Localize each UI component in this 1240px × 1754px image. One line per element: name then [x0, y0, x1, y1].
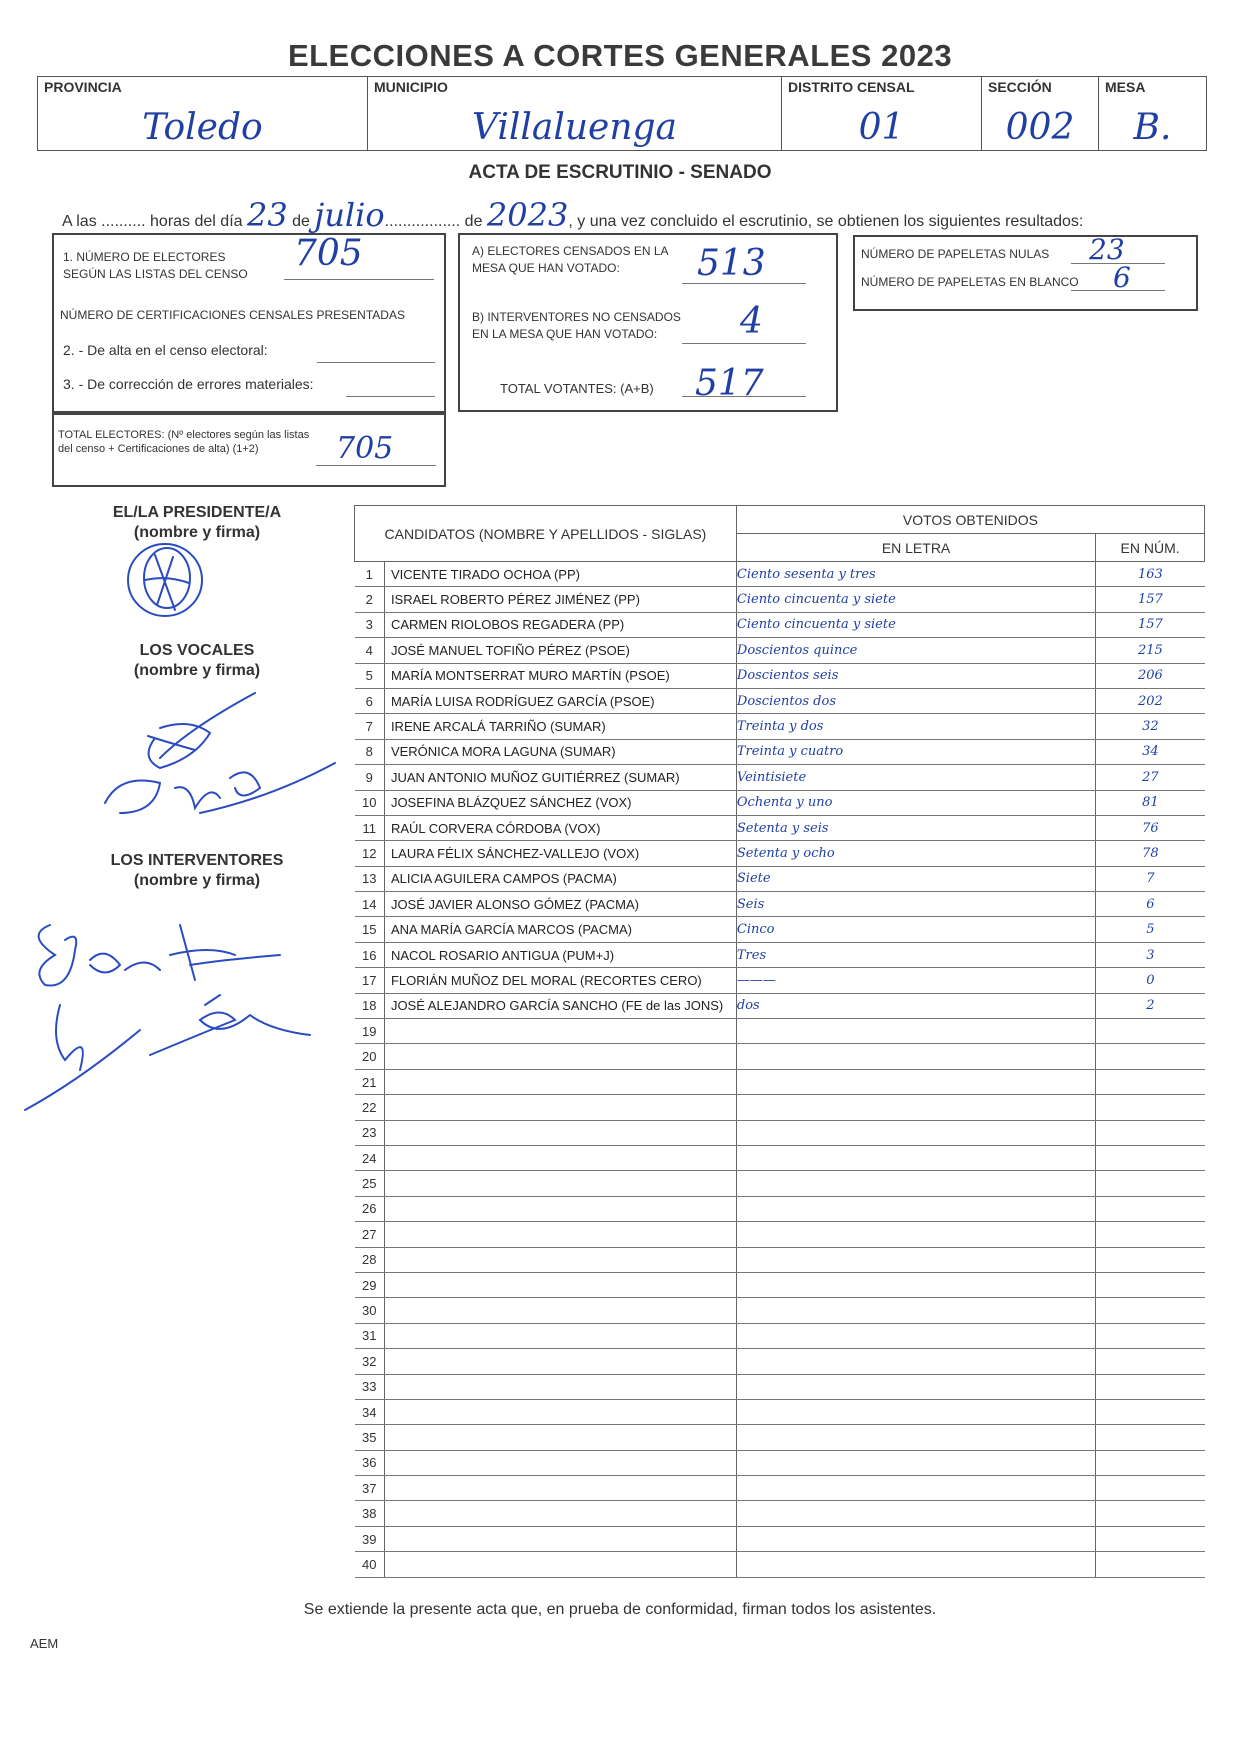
row-number: 29: [355, 1272, 385, 1297]
candidate-name: [384, 1272, 736, 1297]
row-number: 36: [355, 1450, 385, 1475]
votes-in-numbers[interactable]: [1096, 1069, 1205, 1094]
candidate-name: IRENE ARCALÁ TARRIÑO (SUMAR): [384, 714, 736, 739]
row-number: 11: [355, 815, 385, 840]
table-row: [355, 765, 1205, 790]
distrito-cell[interactable]: [782, 77, 982, 150]
row-number: 32: [355, 1349, 385, 1374]
votes-in-numbers[interactable]: 34: [1096, 739, 1205, 764]
row-number: 18: [355, 993, 385, 1018]
row-number: 7: [355, 714, 385, 739]
electores-value[interactable]: 705: [294, 233, 363, 274]
votes-in-numbers[interactable]: 157: [1096, 612, 1205, 637]
interventores-signature: [20, 910, 320, 1120]
candidate-name: NACOL ROSARIO ANTIGUA (PUM+J): [384, 942, 736, 967]
table-row: [355, 1272, 1205, 1297]
votes-in-letters[interactable]: Treinta y dos: [736, 714, 1095, 739]
table-row: [355, 892, 1205, 917]
table-row: [355, 1399, 1205, 1424]
table-row: [355, 917, 1205, 942]
alta-field[interactable]: [317, 362, 435, 363]
vocales-title: LOS VOCALES (nombre y firma): [133, 642, 261, 679]
presidente-title: EL/LA PRESIDENTE/A (nombre y firma): [112, 504, 282, 541]
table-row: [355, 1501, 1205, 1526]
row-number: 20: [355, 1044, 385, 1069]
row-number: 16: [355, 942, 385, 967]
votes-in-numbers[interactable]: [1096, 1145, 1205, 1170]
votes-in-numbers[interactable]: 215: [1096, 638, 1205, 663]
candidate-name: RAÚL CORVERA CÓRDOBA (VOX): [384, 815, 736, 840]
votes-in-numbers[interactable]: 163: [1096, 562, 1205, 587]
table-row: [355, 815, 1205, 840]
votes-in-letters[interactable]: [736, 1120, 1095, 1145]
mesa-value: B.: [1133, 107, 1172, 148]
votes-in-numbers[interactable]: [1096, 1526, 1205, 1551]
table-row: [355, 968, 1205, 993]
row-number: 9: [355, 765, 385, 790]
votes-in-numbers[interactable]: [1096, 1171, 1205, 1196]
total-votantes-value[interactable]: 517: [695, 363, 764, 404]
votes-in-letters[interactable]: Treinta y cuatro: [736, 739, 1095, 764]
row-number: 28: [355, 1247, 385, 1272]
votes-in-numbers[interactable]: [1096, 1501, 1205, 1526]
candidates-body: [355, 562, 1205, 1578]
votes-in-letters[interactable]: [736, 1095, 1095, 1120]
votes-in-numbers[interactable]: [1096, 1450, 1205, 1475]
candidate-name: ANA MARÍA GARCÍA MARCOS (PACMA): [384, 917, 736, 942]
votes-in-numbers[interactable]: [1096, 1298, 1205, 1323]
votes-in-letters[interactable]: Cinco: [736, 917, 1095, 942]
table-row: [355, 1349, 1205, 1374]
votes-in-numbers[interactable]: 32: [1096, 714, 1205, 739]
interventores-title: LOS INTERVENTORES (nombre y firma): [110, 852, 284, 889]
votes-in-numbers[interactable]: [1096, 1247, 1205, 1272]
votes-in-letters[interactable]: [736, 1552, 1095, 1577]
candidate-name: [384, 1425, 736, 1450]
votes-in-numbers[interactable]: [1096, 1196, 1205, 1221]
candidate-name: [384, 1374, 736, 1399]
row-number: 6: [355, 688, 385, 713]
votes-in-letters[interactable]: ———: [736, 968, 1095, 993]
electores-censados-value[interactable]: 513: [697, 243, 766, 284]
intro-text-3: ................. de: [384, 213, 487, 230]
location-header: [37, 76, 1207, 151]
row-number: 13: [355, 866, 385, 891]
votes-in-letters[interactable]: [736, 1044, 1095, 1069]
candidate-name: ALICIA AGUILERA CAMPOS (PACMA): [384, 866, 736, 891]
candidate-name: [384, 1501, 736, 1526]
votes-in-numbers[interactable]: 0: [1096, 968, 1205, 993]
votes-in-letters[interactable]: [736, 1247, 1095, 1272]
presidente-signature: [115, 535, 215, 625]
candidate-name: VICENTE TIRADO OCHOA (PP): [384, 562, 736, 587]
votes-in-numbers[interactable]: [1096, 1374, 1205, 1399]
votes-in-numbers[interactable]: [1096, 1095, 1205, 1120]
table-row: [355, 993, 1205, 1018]
table-row: [355, 1120, 1205, 1145]
row-number: 34: [355, 1399, 385, 1424]
table-row: [355, 1552, 1205, 1577]
row-number: 39: [355, 1526, 385, 1551]
candidate-name: VERÓNICA MORA LAGUNA (SUMAR): [384, 739, 736, 764]
alta-label: 2. - De alta en el censo electoral:: [63, 342, 268, 358]
papeletas-nulas-label: NÚMERO DE PAPELETAS NULAS: [861, 247, 1050, 261]
row-number: 25: [355, 1171, 385, 1196]
table-row: [355, 1019, 1205, 1044]
total-electores-label: TOTAL ELECTORES: (Nº electores según las listas del censo + Certificaciones de alta) (1+2): [58, 429, 310, 455]
votes-in-letters[interactable]: [736, 1450, 1095, 1475]
seccion-cell[interactable]: [982, 77, 1099, 150]
votes-in-numbers[interactable]: [1096, 1349, 1205, 1374]
votes-in-letters[interactable]: [736, 1323, 1095, 1348]
papeletas-blanco-label: NÚMERO DE PAPELETAS EN BLANCO: [861, 275, 1079, 289]
table-row: [355, 1145, 1205, 1170]
candidate-name: JUAN ANTONIO MUÑOZ GUITIÉRREZ (SUMAR): [384, 765, 736, 790]
candidate-name: [384, 1399, 736, 1424]
table-row: [355, 1171, 1205, 1196]
votes-in-letters[interactable]: [736, 1069, 1095, 1094]
votes-in-letters[interactable]: [736, 1476, 1095, 1501]
votes-in-letters[interactable]: Doscientos quince: [736, 638, 1095, 663]
interventores-no-censados-label: B) INTERVENTORES NO CENSADOS EN LA MESA QUE HAN VOTADO:: [472, 310, 681, 341]
table-row: [355, 612, 1205, 637]
table-row: [355, 1526, 1205, 1551]
votes-in-letters[interactable]: [736, 1145, 1095, 1170]
votes-in-letters[interactable]: Doscientos dos: [736, 688, 1095, 713]
votes-in-letters[interactable]: [736, 1222, 1095, 1247]
candidate-name: JOSÉ ALEJANDRO GARCÍA SANCHO (FE de las JONS): [384, 993, 736, 1018]
votes-in-numbers[interactable]: [1096, 1120, 1205, 1145]
candidate-name: [384, 1323, 736, 1348]
table-row: [355, 942, 1205, 967]
table-row: [355, 866, 1205, 891]
footer-text: Se extiende la presente acta que, en prueba de conformidad, firman todos los asistentes.: [303, 1601, 937, 1618]
table-row: [355, 1450, 1205, 1475]
votes-in-letters[interactable]: Ciento cincuenta y siete: [736, 587, 1095, 612]
candidate-name: CARMEN RIOLOBOS REGADERA (PP): [384, 612, 736, 637]
intro-day[interactable]: 23: [246, 196, 288, 234]
provincia-value: Toledo: [142, 107, 263, 148]
votes-in-letters[interactable]: [736, 1425, 1095, 1450]
votes-in-numbers[interactable]: 2: [1096, 993, 1205, 1018]
correccion-field[interactable]: [346, 396, 435, 397]
table-row: [355, 1069, 1205, 1094]
votes-in-numbers[interactable]: 157: [1096, 587, 1205, 612]
table-row: [355, 1044, 1205, 1069]
candidate-name: [384, 1526, 736, 1551]
intro-text-1: A las .......... horas del día: [62, 213, 247, 230]
vocales-signature: [100, 688, 340, 828]
row-number: 12: [355, 841, 385, 866]
votes-in-numbers[interactable]: [1096, 1019, 1205, 1044]
row-number: 27: [355, 1222, 385, 1247]
table-row: [355, 1247, 1205, 1272]
papeletas-box: [853, 235, 1198, 311]
correccion-label: 3. - De corrección de errores materiales:: [63, 376, 314, 392]
votes-in-numbers[interactable]: [1096, 1323, 1205, 1348]
candidate-name: [384, 1196, 736, 1221]
votes-in-numbers[interactable]: 3: [1096, 942, 1205, 967]
votes-in-letters[interactable]: [736, 1298, 1095, 1323]
table-row: [355, 714, 1205, 739]
votes-in-letters[interactable]: Siete: [736, 866, 1095, 891]
intro-year[interactable]: 2023: [486, 196, 569, 234]
row-number: 14: [355, 892, 385, 917]
col-candidatos-header: CANDIDATOS (NOMBRE Y APELLIDOS - SIGLAS): [355, 506, 737, 562]
electores-censados-label: A) ELECTORES CENSADOS EN LA MESA QUE HAN VOTADO:: [472, 244, 669, 275]
table-row: [355, 638, 1205, 663]
votes-in-letters[interactable]: Tres: [736, 942, 1095, 967]
candidate-name: [384, 1247, 736, 1272]
col-letra-header: EN LETRA: [736, 534, 1095, 562]
distrito-label: DISTRITO CENSAL: [788, 79, 915, 95]
total-electores-box: [52, 413, 446, 487]
table-row: [355, 587, 1205, 612]
candidate-name: [384, 1476, 736, 1501]
votes-in-letters[interactable]: Setenta y ocho: [736, 841, 1095, 866]
candidate-name: JOSÉ MANUEL TOFIÑO PÉREZ (PSOE): [384, 638, 736, 663]
row-number: 40: [355, 1552, 385, 1577]
table-row: [355, 1425, 1205, 1450]
electores-box: [52, 233, 446, 413]
candidate-name: JOSEFINA BLÁZQUEZ SÁNCHEZ (VOX): [384, 790, 736, 815]
votes-in-numbers[interactable]: 78: [1096, 841, 1205, 866]
candidate-name: JOSÉ JAVIER ALONSO GÓMEZ (PACMA): [384, 892, 736, 917]
row-number: 17: [355, 968, 385, 993]
votes-in-numbers[interactable]: [1096, 1552, 1205, 1577]
votes-in-letters[interactable]: [736, 1196, 1095, 1221]
votes-in-letters[interactable]: Seis: [736, 892, 1095, 917]
table-row: [355, 1476, 1205, 1501]
candidate-name: MARÍA LUISA RODRÍGUEZ GARCÍA (PSOE): [384, 688, 736, 713]
votes-in-numbers[interactable]: [1096, 1476, 1205, 1501]
intro-text-2: de: [287, 213, 315, 230]
candidate-name: [384, 1222, 736, 1247]
table-row: [355, 841, 1205, 866]
votes-in-letters[interactable]: [736, 1501, 1095, 1526]
votes-in-letters[interactable]: Ciento sesenta y tres: [736, 562, 1095, 587]
votes-in-letters[interactable]: [736, 1374, 1095, 1399]
votantes-box: [458, 233, 838, 412]
table-row: [355, 1374, 1205, 1399]
row-number: 19: [355, 1019, 385, 1044]
votes-in-letters[interactable]: Setenta y seis: [736, 815, 1095, 840]
table-row: [355, 663, 1205, 688]
candidate-name: [384, 1069, 736, 1094]
candidate-name: [384, 1450, 736, 1475]
candidate-name: [384, 1171, 736, 1196]
electores-label: 1. NÚMERO DE ELECTORES SEGÚN LAS LISTAS DEL CENSO: [63, 250, 248, 281]
interventores-no-censados-value[interactable]: 4: [740, 301, 763, 342]
votes-in-letters[interactable]: [736, 1171, 1095, 1196]
row-number: 5: [355, 663, 385, 688]
intro-month[interactable]: julio: [314, 196, 385, 234]
votes-in-numbers[interactable]: 5: [1096, 917, 1205, 942]
candidate-name: [384, 1120, 736, 1145]
row-number: 33: [355, 1374, 385, 1399]
total-electores-value[interactable]: 705: [336, 431, 394, 466]
row-number: 8: [355, 739, 385, 764]
table-row: [355, 1196, 1205, 1221]
table-row: [355, 1298, 1205, 1323]
votes-in-numbers[interactable]: 27: [1096, 765, 1205, 790]
mesa-label: MESA: [1105, 79, 1146, 95]
acta-subtitle: ACTA DE ESCRUTINIO - SENADO: [468, 162, 772, 183]
votes-in-numbers[interactable]: 81: [1096, 790, 1205, 815]
municipio-cell[interactable]: [368, 77, 782, 150]
certificaciones-label: NÚMERO DE CERTIFICACIONES CENSALES PRESENTADAS: [60, 308, 405, 322]
votes-in-letters[interactable]: Ciento cincuenta y siete: [736, 612, 1095, 637]
row-number: 37: [355, 1476, 385, 1501]
votes-in-numbers[interactable]: 7: [1096, 866, 1205, 891]
row-number: 24: [355, 1145, 385, 1170]
votes-in-letters[interactable]: Veintisiete: [736, 765, 1095, 790]
votes-in-letters[interactable]: dos: [736, 993, 1095, 1018]
municipio-value: Villaluenga: [471, 107, 678, 148]
votes-in-numbers[interactable]: 206: [1096, 663, 1205, 688]
candidate-name: MARÍA MONTSERRAT MURO MARTÍN (PSOE): [384, 663, 736, 688]
row-number: 2: [355, 587, 385, 612]
table-row: [355, 790, 1205, 815]
papeletas-blanco-value[interactable]: 6: [1113, 261, 1131, 294]
col-num-header: EN NÚM.: [1096, 534, 1205, 562]
votes-in-letters[interactable]: Doscientos seis: [736, 663, 1095, 688]
row-number: 1: [355, 562, 385, 587]
votes-in-letters[interactable]: Ochenta y uno: [736, 790, 1095, 815]
provincia-cell[interactable]: [38, 77, 368, 150]
candidate-name: ISRAEL ROBERTO PÉREZ JIMÉNEZ (PP): [384, 587, 736, 612]
votes-in-numbers[interactable]: 202: [1096, 688, 1205, 713]
col-votos-header: VOTOS OBTENIDOS: [736, 506, 1204, 534]
row-number: 38: [355, 1501, 385, 1526]
votes-in-numbers[interactable]: [1096, 1272, 1205, 1297]
votes-in-letters[interactable]: [736, 1019, 1095, 1044]
form-code: AEM: [30, 1636, 59, 1651]
table-row: [355, 739, 1205, 764]
candidate-name: [384, 1552, 736, 1577]
votes-in-letters[interactable]: [736, 1272, 1095, 1297]
votes-in-numbers[interactable]: [1096, 1399, 1205, 1424]
table-row: [355, 1222, 1205, 1247]
candidate-name: LAURA FÉLIX SÁNCHEZ-VALLEJO (VOX): [384, 841, 736, 866]
total-votantes-label: TOTAL VOTANTES: (A+B): [500, 381, 654, 396]
votes-in-numbers[interactable]: 6: [1096, 892, 1205, 917]
table-row: [355, 1095, 1205, 1120]
seccion-label: SECCIÓN: [988, 79, 1052, 95]
document-title: ELECCIONES A CORTES GENERALES 2023: [287, 38, 953, 73]
papeletas-nulas-value[interactable]: 23: [1089, 233, 1125, 266]
row-number: 4: [355, 638, 385, 663]
row-number: 3: [355, 612, 385, 637]
votes-in-numbers[interactable]: [1096, 1222, 1205, 1247]
votes-in-letters[interactable]: [736, 1526, 1095, 1551]
table-row: [355, 1323, 1205, 1348]
candidate-name: [384, 1095, 736, 1120]
provincia-label: PROVINCIA: [44, 79, 122, 95]
table-row: [355, 562, 1205, 587]
votes-in-letters[interactable]: [736, 1399, 1095, 1424]
intro-text-4: , y una vez concluido el escrutinio, se obtienen los siguientes resultados:: [568, 213, 1084, 230]
row-number: 10: [355, 790, 385, 815]
row-number: 21: [355, 1069, 385, 1094]
candidates-table: [354, 505, 1205, 1578]
row-number: 23: [355, 1120, 385, 1145]
table-row: [355, 688, 1205, 713]
row-number: 26: [355, 1196, 385, 1221]
municipio-label: MUNICIPIO: [374, 79, 448, 95]
votes-in-numbers[interactable]: 76: [1096, 815, 1205, 840]
candidate-name: [384, 1019, 736, 1044]
row-number: 30: [355, 1298, 385, 1323]
intro-line: [62, 196, 1083, 234]
votes-in-numbers[interactable]: [1096, 1044, 1205, 1069]
candidate-name: [384, 1298, 736, 1323]
candidate-name: FLORIÁN MUÑOZ DEL MORAL (RECORTES CERO): [384, 968, 736, 993]
row-number: 31: [355, 1323, 385, 1348]
distrito-value: 01: [858, 107, 905, 148]
seccion-value: 002: [1005, 107, 1075, 148]
candidate-name: [384, 1349, 736, 1374]
row-number: 22: [355, 1095, 385, 1120]
votes-in-numbers[interactable]: [1096, 1425, 1205, 1450]
mesa-cell[interactable]: [1099, 77, 1206, 150]
row-number: 15: [355, 917, 385, 942]
votes-in-letters[interactable]: [736, 1349, 1095, 1374]
candidate-name: [384, 1044, 736, 1069]
candidate-name: [384, 1145, 736, 1170]
row-number: 35: [355, 1425, 385, 1450]
